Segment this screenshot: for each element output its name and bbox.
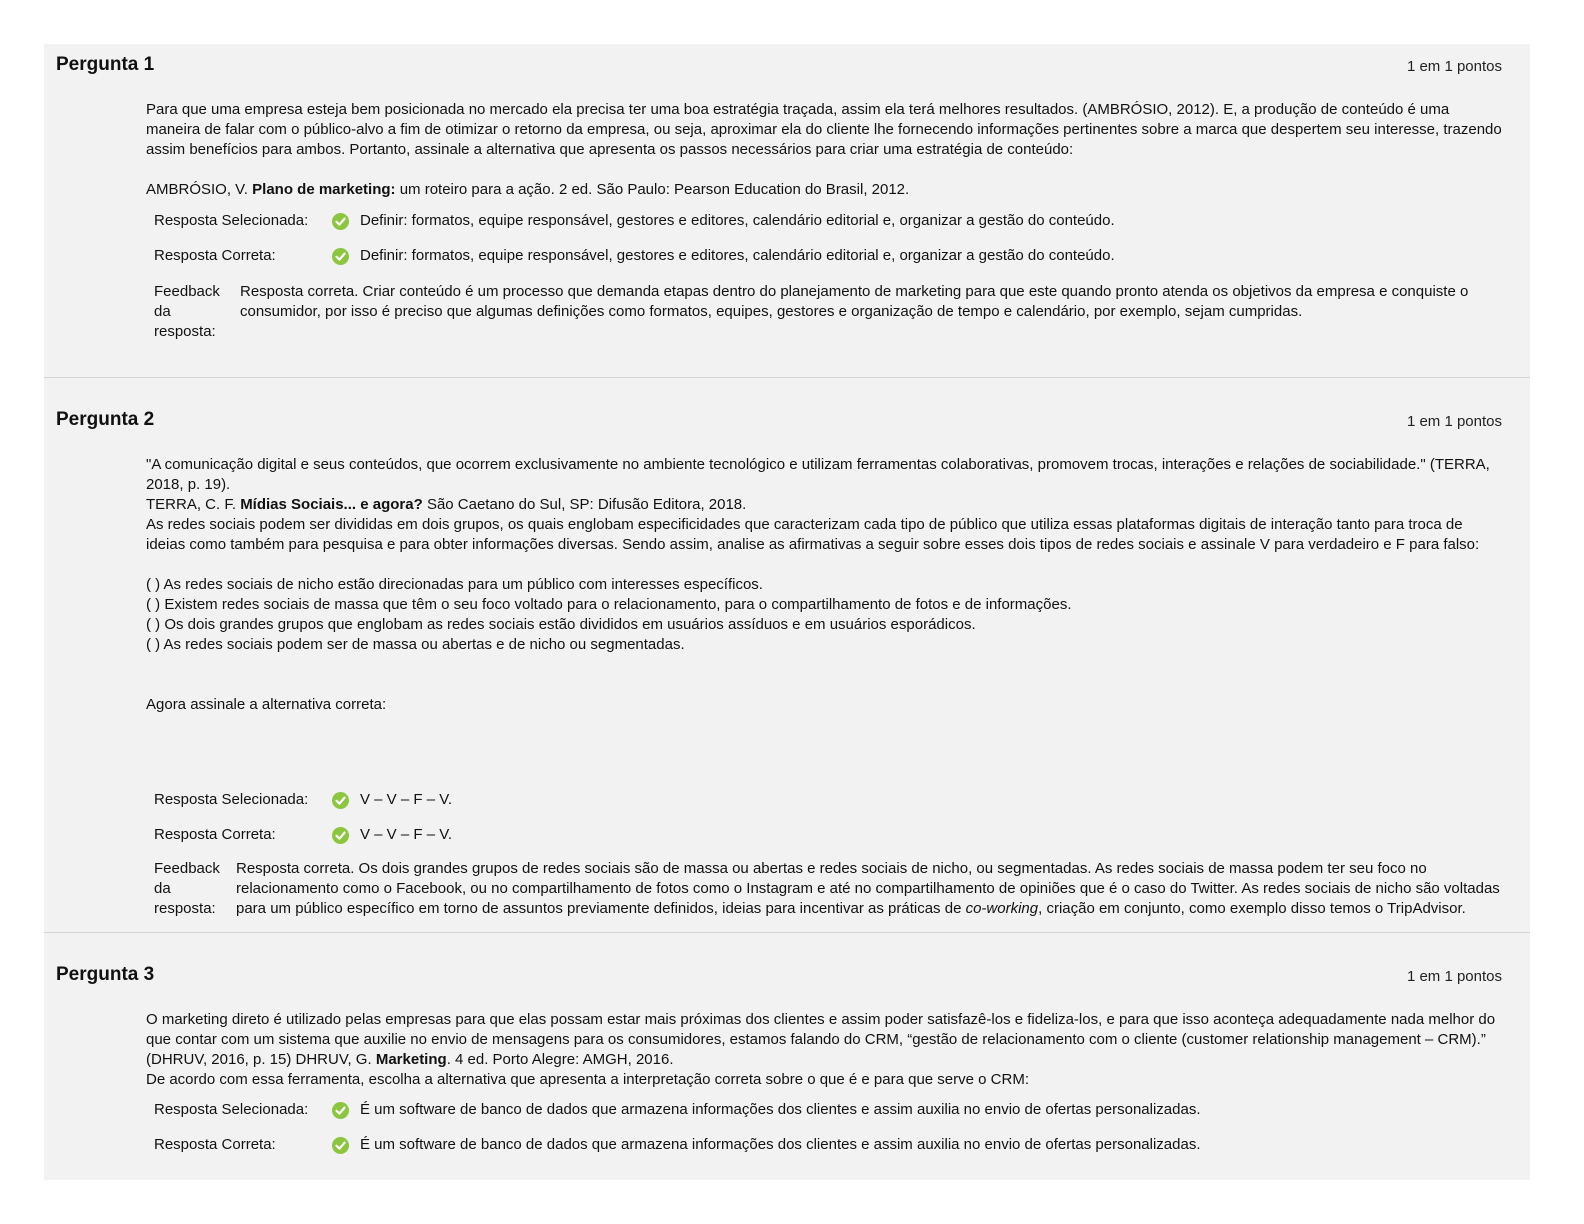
- question-title: Pergunta 2: [56, 409, 155, 430]
- question-2: [44, 407, 1530, 927]
- question-1: [44, 52, 1530, 378]
- check-circle-icon: [332, 827, 349, 844]
- check-circle-icon: [332, 1137, 349, 1154]
- selected-answer-text: V – V – F – V.: [360, 791, 452, 808]
- statement-item: ( ) Existem redes sociais de massa que têm o seu foco voltado para o relacionamento, para o compartilhamento de fotos e de informações.: [146, 596, 1072, 613]
- correct-answer-label: Resposta Correta:: [154, 247, 276, 264]
- feedback-label: Feedback da resposta:: [154, 860, 220, 917]
- question-instruction: De acordo com essa ferramenta, escolha a alternativa que apresenta a interpretação correta sobre o que é e para que serve o CRM:: [146, 1071, 1029, 1088]
- feedback-label: Feedback da resposta:: [154, 283, 220, 340]
- question-prompt: Para que uma empresa esteja bem posicionada no mercado ela precisa ter uma boa estratégia traçada, assim ela terá melhores resultados. (AMBRÓSIO, 2012). E, a produção de conteúdo é uma maneira de falar com o público-alvo a fim de otimizar o retorno da empresa, ou seja, aproximar ela do cliente lhe fornecendo informações pertinentes sobre a marca que despertem seu interesse, trazendo assim benefícios para ambos. Portanto, assinale a alternativa que apresenta os passos necessários para criar uma estratégia de conteúdo:: [146, 101, 1502, 158]
- question-title: Pergunta 3: [56, 964, 155, 985]
- selected-answer-label: Resposta Selecionada:: [154, 791, 309, 808]
- question-points: 1 em 1 pontos: [1406, 58, 1502, 75]
- feedback: [154, 859, 1514, 941]
- question-divider: [44, 932, 1530, 933]
- correct-answer-text: É um software de banco de dados que armazena informações dos clientes e assim auxilia no envio de ofertas personalizadas.: [360, 1136, 1201, 1153]
- statement-item: ( ) As redes sociais de nicho estão direcionadas para um público com interesses específicos.: [146, 576, 763, 593]
- question-3: [44, 962, 1530, 1176]
- statement-item: ( ) As redes sociais podem ser de massa ou abertas e de nicho ou segmentadas.: [146, 636, 685, 653]
- question-divider: [44, 377, 1530, 378]
- reference: AMBRÓSIO, V. Plano de marketing: um roteiro para a ação. 2 ed. São Paulo: Pearson Education do Brasil, 2012.: [146, 181, 910, 198]
- correct-answer-label: Resposta Correta:: [154, 1136, 276, 1153]
- selected-answer-text: Definir: formatos, equipe responsável, gestores e editores, calendário editorial e, organizar a gestão do conteúdo.: [360, 212, 1115, 229]
- question-text: [146, 1010, 1504, 1090]
- question-instruction: Agora assinale a alternativa correta:: [146, 696, 387, 713]
- check-circle-icon: [332, 792, 349, 809]
- feedback-text: Resposta correta. Os dois grandes grupos de redes sociais são de massa ou abertas e redes sociais de nicho, ou segmentadas. As redes sociais de massa podem ter seu foco no relacionamento como o Facebook, ou no compartilhamento de fotos como o Instagram e até no compartilhamento de opiniões que é o caso do Twitter. As redes sociais de nicho são voltadas para um público específico em torno de assuntos previamente definidos, ideias para incentivar as práticas de co-working, criação em conjunto, como exemplo disso temos o TripAdvisor.: [236, 860, 1500, 917]
- selected-answer-text: É um software de banco de dados que armazena informações dos clientes e assim auxilia no envio de ofertas personalizadas.: [360, 1101, 1201, 1118]
- question-text: [146, 100, 1504, 200]
- statement-item: ( ) Os dois grandes grupos que englobam as redes sociais estão divididos em usuários assíduos e em usuários esporádicos.: [146, 616, 976, 633]
- question-prompt: As redes sociais podem ser divididas em dois grupos, os quais englobam especificidades que caracterizam cada tipo de público que utiliza essas plataformas digitais de interação tanto para troca de ideias como também para pesquisa e para obter informações diversas. Sendo assim, analise as afirmativas a seguir sobre esses dois tipos de redes sociais e assinale V para verdadeiro e F para falso:: [146, 516, 1480, 553]
- correct-answer-text: V – V – F – V.: [360, 826, 452, 843]
- questions-panel: [44, 44, 1530, 1180]
- correct-answer-text: Definir: formatos, equipe responsável, gestores e editores, calendário editorial e, organizar a gestão do conteúdo.: [360, 247, 1115, 264]
- question-text: [146, 455, 1504, 715]
- reference: TERRA, C. F. Mídias Sociais... e agora? São Caetano do Sul, SP: Difusão Editora, 2018.: [146, 496, 747, 513]
- question-title: Pergunta 1: [56, 54, 155, 75]
- question-prompt: O marketing direto é utilizado pelas empresas para que elas possam estar mais próximas dos clientes e assim poder satisfazê-los e fideliza-los, e para que isso aconteça adequadamente nada melhor do que contar com um sistema que auxilie no envio de mensagens para os consumidores, estamos falando do CRM, “gestão de relacionamento com o cliente (customer relationship management – CRM).” (DHRUV, 2016, p. 15) DHRUV, G. Marketing. 4 ed. Porto Alegre: AMGH, 2016.: [146, 1011, 1496, 1068]
- selected-answer-label: Resposta Selecionada:: [154, 212, 309, 229]
- selected-answer-row: [154, 789, 1514, 811]
- check-circle-icon: [332, 248, 349, 265]
- feedback: [154, 282, 1514, 344]
- correct-answer-row: [154, 1134, 1514, 1156]
- correct-answer-label: Resposta Correta:: [154, 826, 276, 843]
- correct-answer-row: [154, 245, 1514, 267]
- check-circle-icon: [332, 213, 349, 230]
- question-points: 1 em 1 pontos: [1406, 968, 1502, 985]
- question-points: 1 em 1 pontos: [1406, 413, 1502, 430]
- selected-answer-row: [154, 210, 1514, 232]
- correct-answer-row: [154, 824, 1514, 846]
- feedback-text: Resposta correta. Criar conteúdo é um processo que demanda etapas dentro do planejamento de marketing para que este quando pronto atenda os objetivos da empresa e conquiste o consumidor, por isso é preciso que algumas definições como formatos, equipes, gestores e organização de tempo e calendário, por exemplo, sejam cumpridas.: [240, 283, 1469, 320]
- question-quote: "A comunicação digital e seus conteúdos, que ocorrem exclusivamente no ambiente tecnológico e utilizam ferramentas colaborativas, promovem trocas, interações e relações de sociabilidade." (TERRA, 2018, p. 19).: [146, 456, 1490, 493]
- selected-answer-label: Resposta Selecionada:: [154, 1101, 309, 1118]
- selected-answer-row: [154, 1099, 1514, 1121]
- check-circle-icon: [332, 1102, 349, 1119]
